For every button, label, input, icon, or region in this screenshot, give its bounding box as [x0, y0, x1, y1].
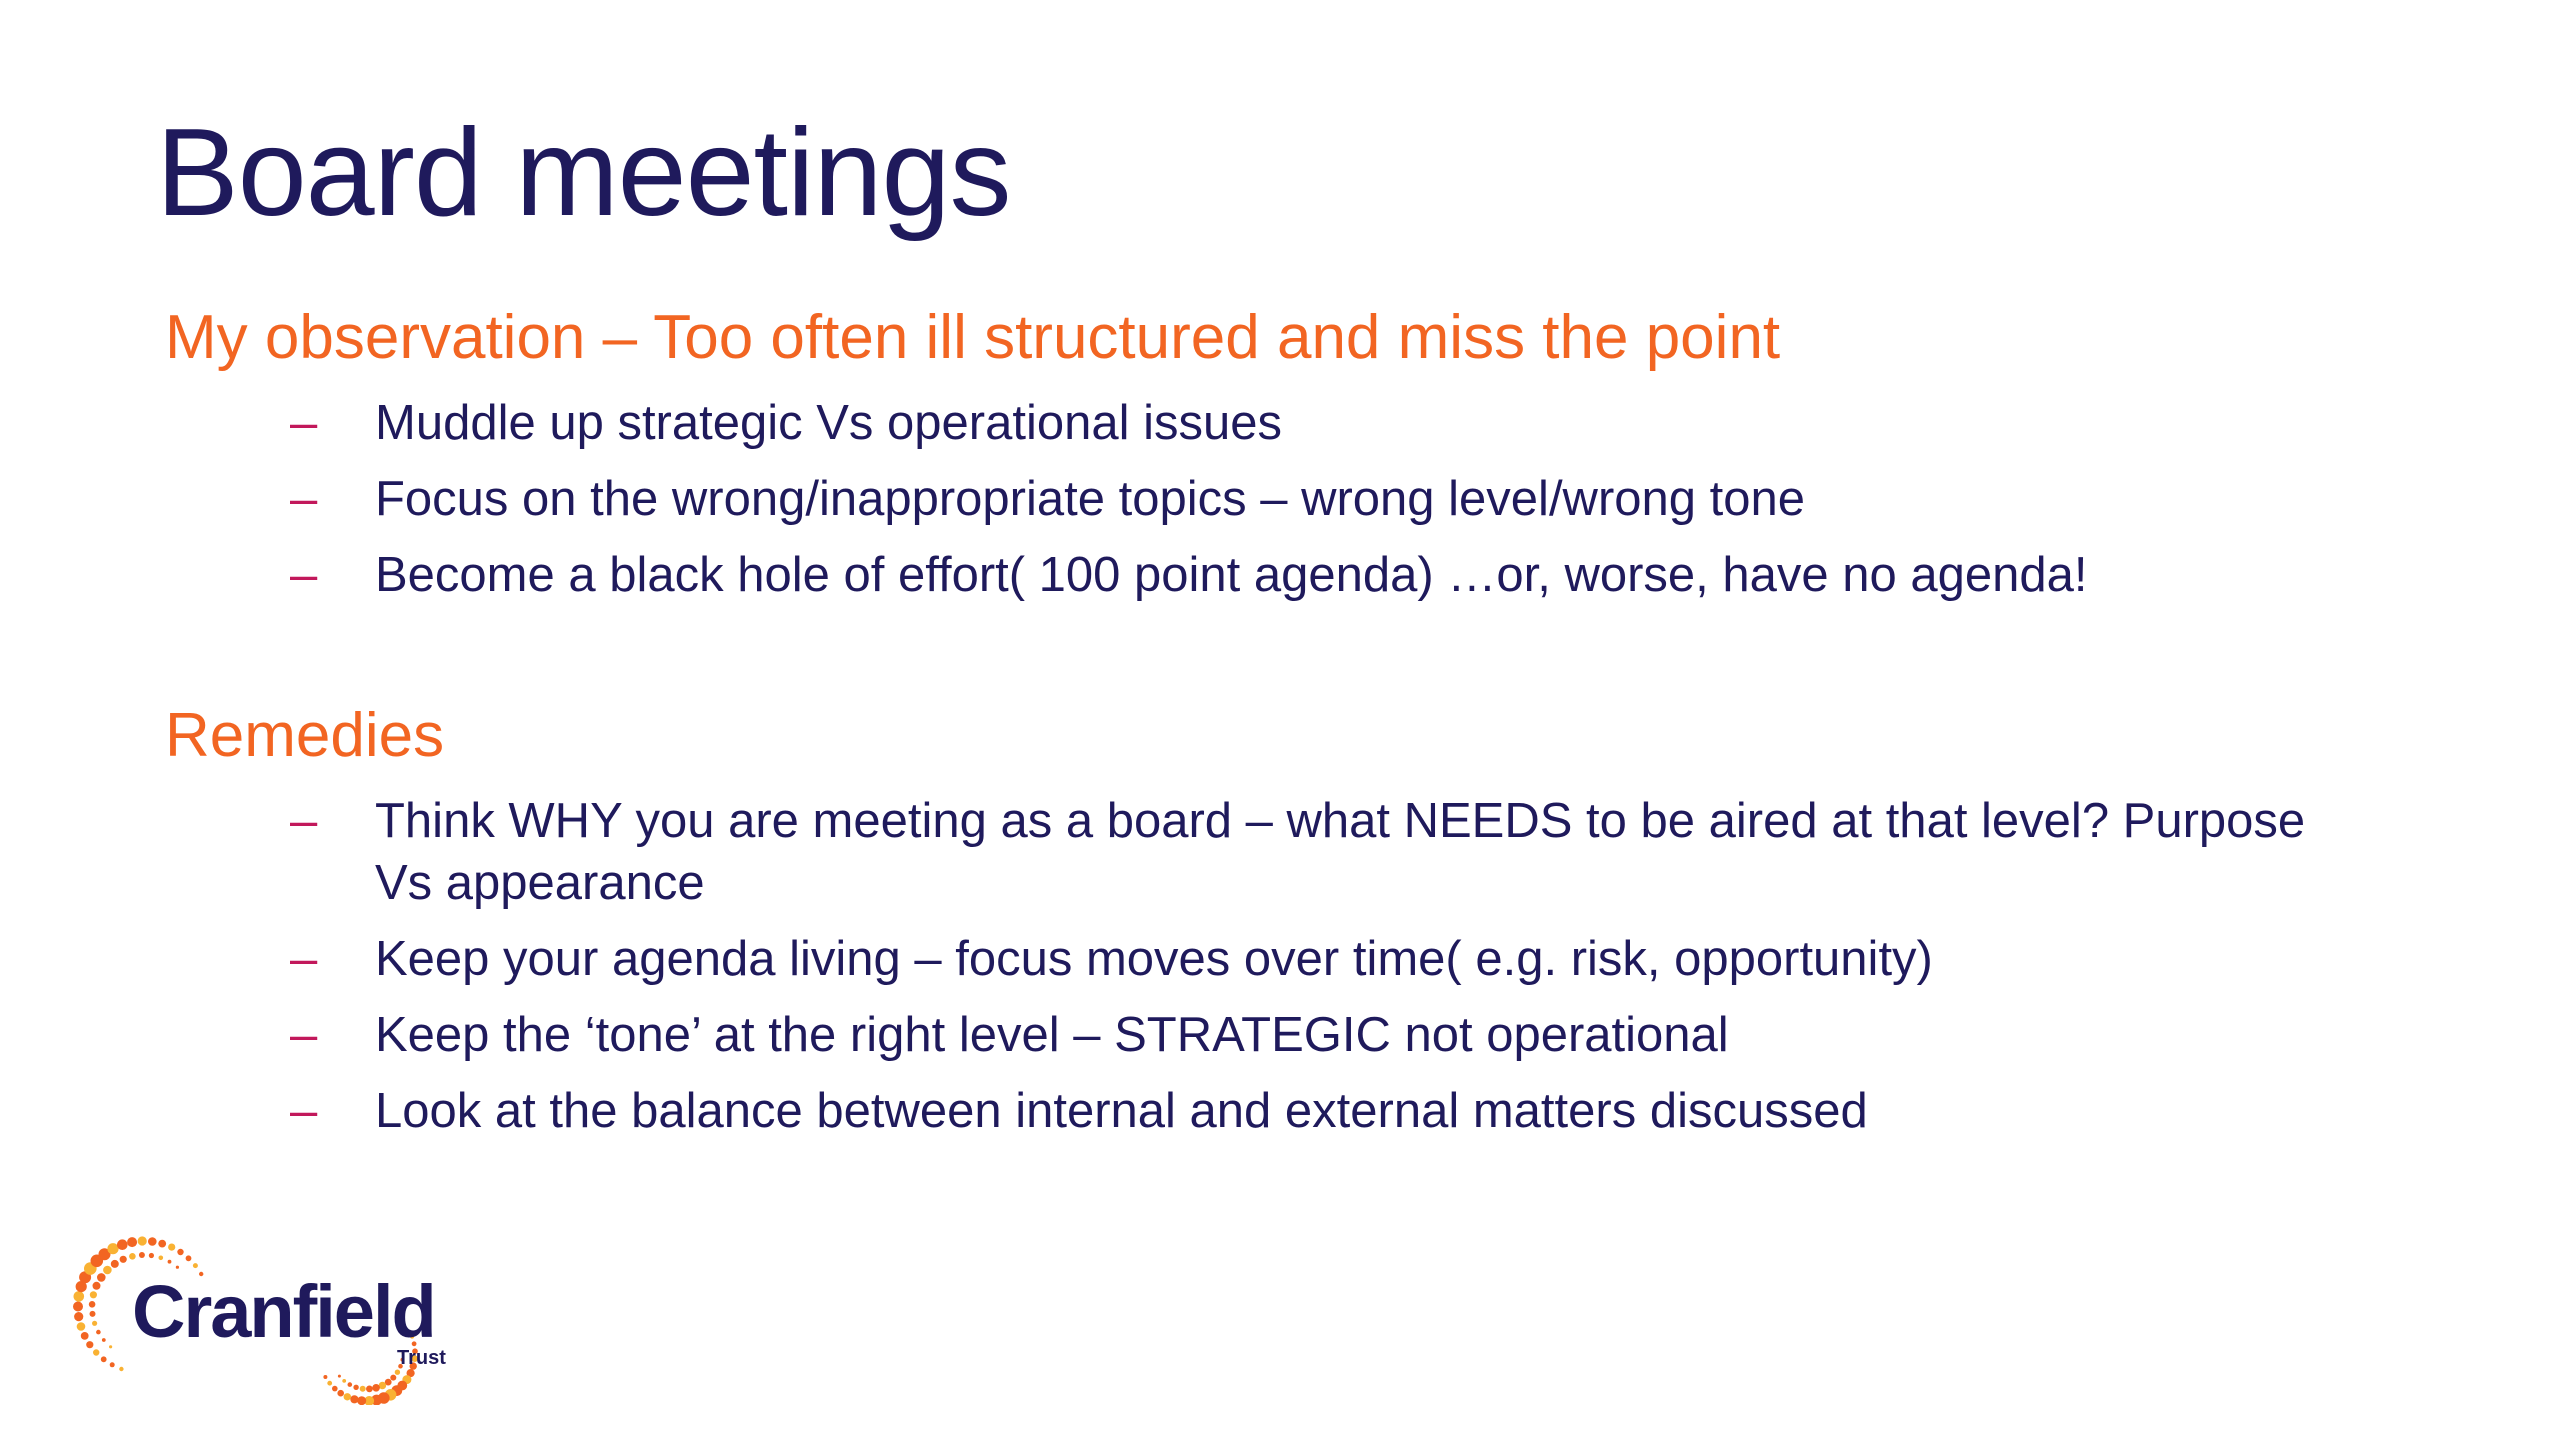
logo-dot — [148, 1237, 157, 1246]
logo-dot — [177, 1249, 183, 1255]
logo-dot — [77, 1322, 86, 1331]
logo-dot — [344, 1393, 351, 1400]
logo-dot — [74, 1291, 85, 1302]
bullet-item — [290, 1004, 2340, 1066]
bullet-dash: – — [290, 794, 318, 848]
logo-dot — [168, 1244, 175, 1251]
observation-bullet-list — [290, 392, 2340, 620]
logo-dot — [138, 1236, 147, 1245]
logo-dot — [323, 1375, 327, 1379]
logo-dot — [193, 1263, 198, 1268]
bullet-item — [290, 790, 2340, 914]
logo-dot — [129, 1253, 136, 1260]
logo-dot — [74, 1312, 83, 1321]
bullet-item — [290, 392, 2340, 454]
logo-dot — [168, 1260, 172, 1264]
bullet-dash: – — [290, 1008, 318, 1062]
logo-dot — [90, 1291, 97, 1298]
logo-dot — [159, 1256, 164, 1261]
logo-dot — [332, 1386, 338, 1392]
logo-dot — [338, 1375, 341, 1378]
bullet-item — [290, 468, 2340, 530]
logo-dot — [120, 1256, 127, 1263]
logo-dot — [139, 1252, 145, 1258]
remedies-bullet-list — [290, 790, 2340, 1156]
logo-dot — [353, 1385, 358, 1390]
logo-dot — [360, 1386, 366, 1392]
logo-dot — [186, 1255, 192, 1261]
cranfield-trust-logo — [62, 1225, 482, 1405]
bullet-item — [290, 928, 2340, 990]
bullet-dash: – — [290, 396, 318, 450]
bullet-text: Look at the balance between internal and external matters discussed — [375, 1084, 1868, 1138]
logo-dot — [89, 1301, 96, 1308]
logo-dot — [73, 1302, 83, 1312]
bullet-dash: – — [290, 932, 318, 986]
logo-dot — [93, 1282, 101, 1290]
logo-dot — [357, 1396, 366, 1405]
logo-dot — [81, 1332, 89, 1340]
logo-dot — [86, 1341, 93, 1348]
logo-dot — [107, 1243, 118, 1254]
slide-title: Board meetings — [156, 104, 1011, 242]
logo-dot — [117, 1239, 128, 1250]
section-heading-observation: My observation – Too often ill structured and miss the point — [165, 303, 1781, 372]
logo-dot — [366, 1386, 373, 1393]
logo-dot — [103, 1266, 112, 1275]
bullet-item — [290, 544, 2340, 606]
logo-dot — [158, 1240, 166, 1248]
logo-subtext: Trust — [397, 1347, 446, 1369]
bullet-text: Focus on the wrong/inappropriate topics – wrong level/wrong tone — [375, 472, 1805, 526]
bullet-text: Become a black hole of effort( 100 point agenda) …or, worse, have no agenda! — [375, 548, 2088, 602]
bullet-text: Keep the ‘tone’ at the right level – STRATEGIC not operational — [375, 1008, 1729, 1062]
logo-dot — [92, 1321, 97, 1326]
logo-dot — [102, 1338, 106, 1342]
bullet-text: Muddle up strategic Vs operational issues — [375, 396, 1283, 450]
logo-dot — [93, 1349, 99, 1355]
bullet-text: Think WHY you are meeting as a board – what NEEDS to be aired at that level? Purpose Vs appearance — [375, 794, 2306, 910]
logo-dot — [110, 1362, 115, 1367]
logo-dot — [348, 1382, 353, 1387]
logo-dot — [149, 1253, 154, 1258]
bullet-dash: – — [290, 472, 318, 526]
logo-dot — [327, 1381, 332, 1386]
logo-dot — [342, 1379, 346, 1383]
bullet-dash: – — [290, 548, 318, 602]
logo-dot — [372, 1384, 380, 1392]
logo-dot — [337, 1390, 344, 1397]
logo-dot — [96, 1330, 101, 1335]
logo-dot — [101, 1356, 107, 1362]
logo-dot — [97, 1273, 106, 1282]
logo-dot — [109, 1345, 112, 1348]
logo-dot — [90, 1311, 96, 1317]
logo-dot — [127, 1237, 137, 1247]
logo-dot — [111, 1260, 119, 1268]
section-heading-remedies: Remedies — [165, 701, 445, 770]
bullet-item — [290, 1080, 2340, 1142]
logo-dot — [390, 1375, 396, 1381]
bullet-dash: – — [290, 1084, 318, 1138]
logo-dot — [395, 1370, 400, 1375]
bullet-text: Keep your agenda living – focus moves over time( e.g. risk, opportunity) — [375, 932, 1933, 986]
logo-dot — [119, 1367, 123, 1371]
logo-wordmark: Cranfield — [132, 1270, 435, 1353]
logo-dot — [350, 1395, 358, 1403]
